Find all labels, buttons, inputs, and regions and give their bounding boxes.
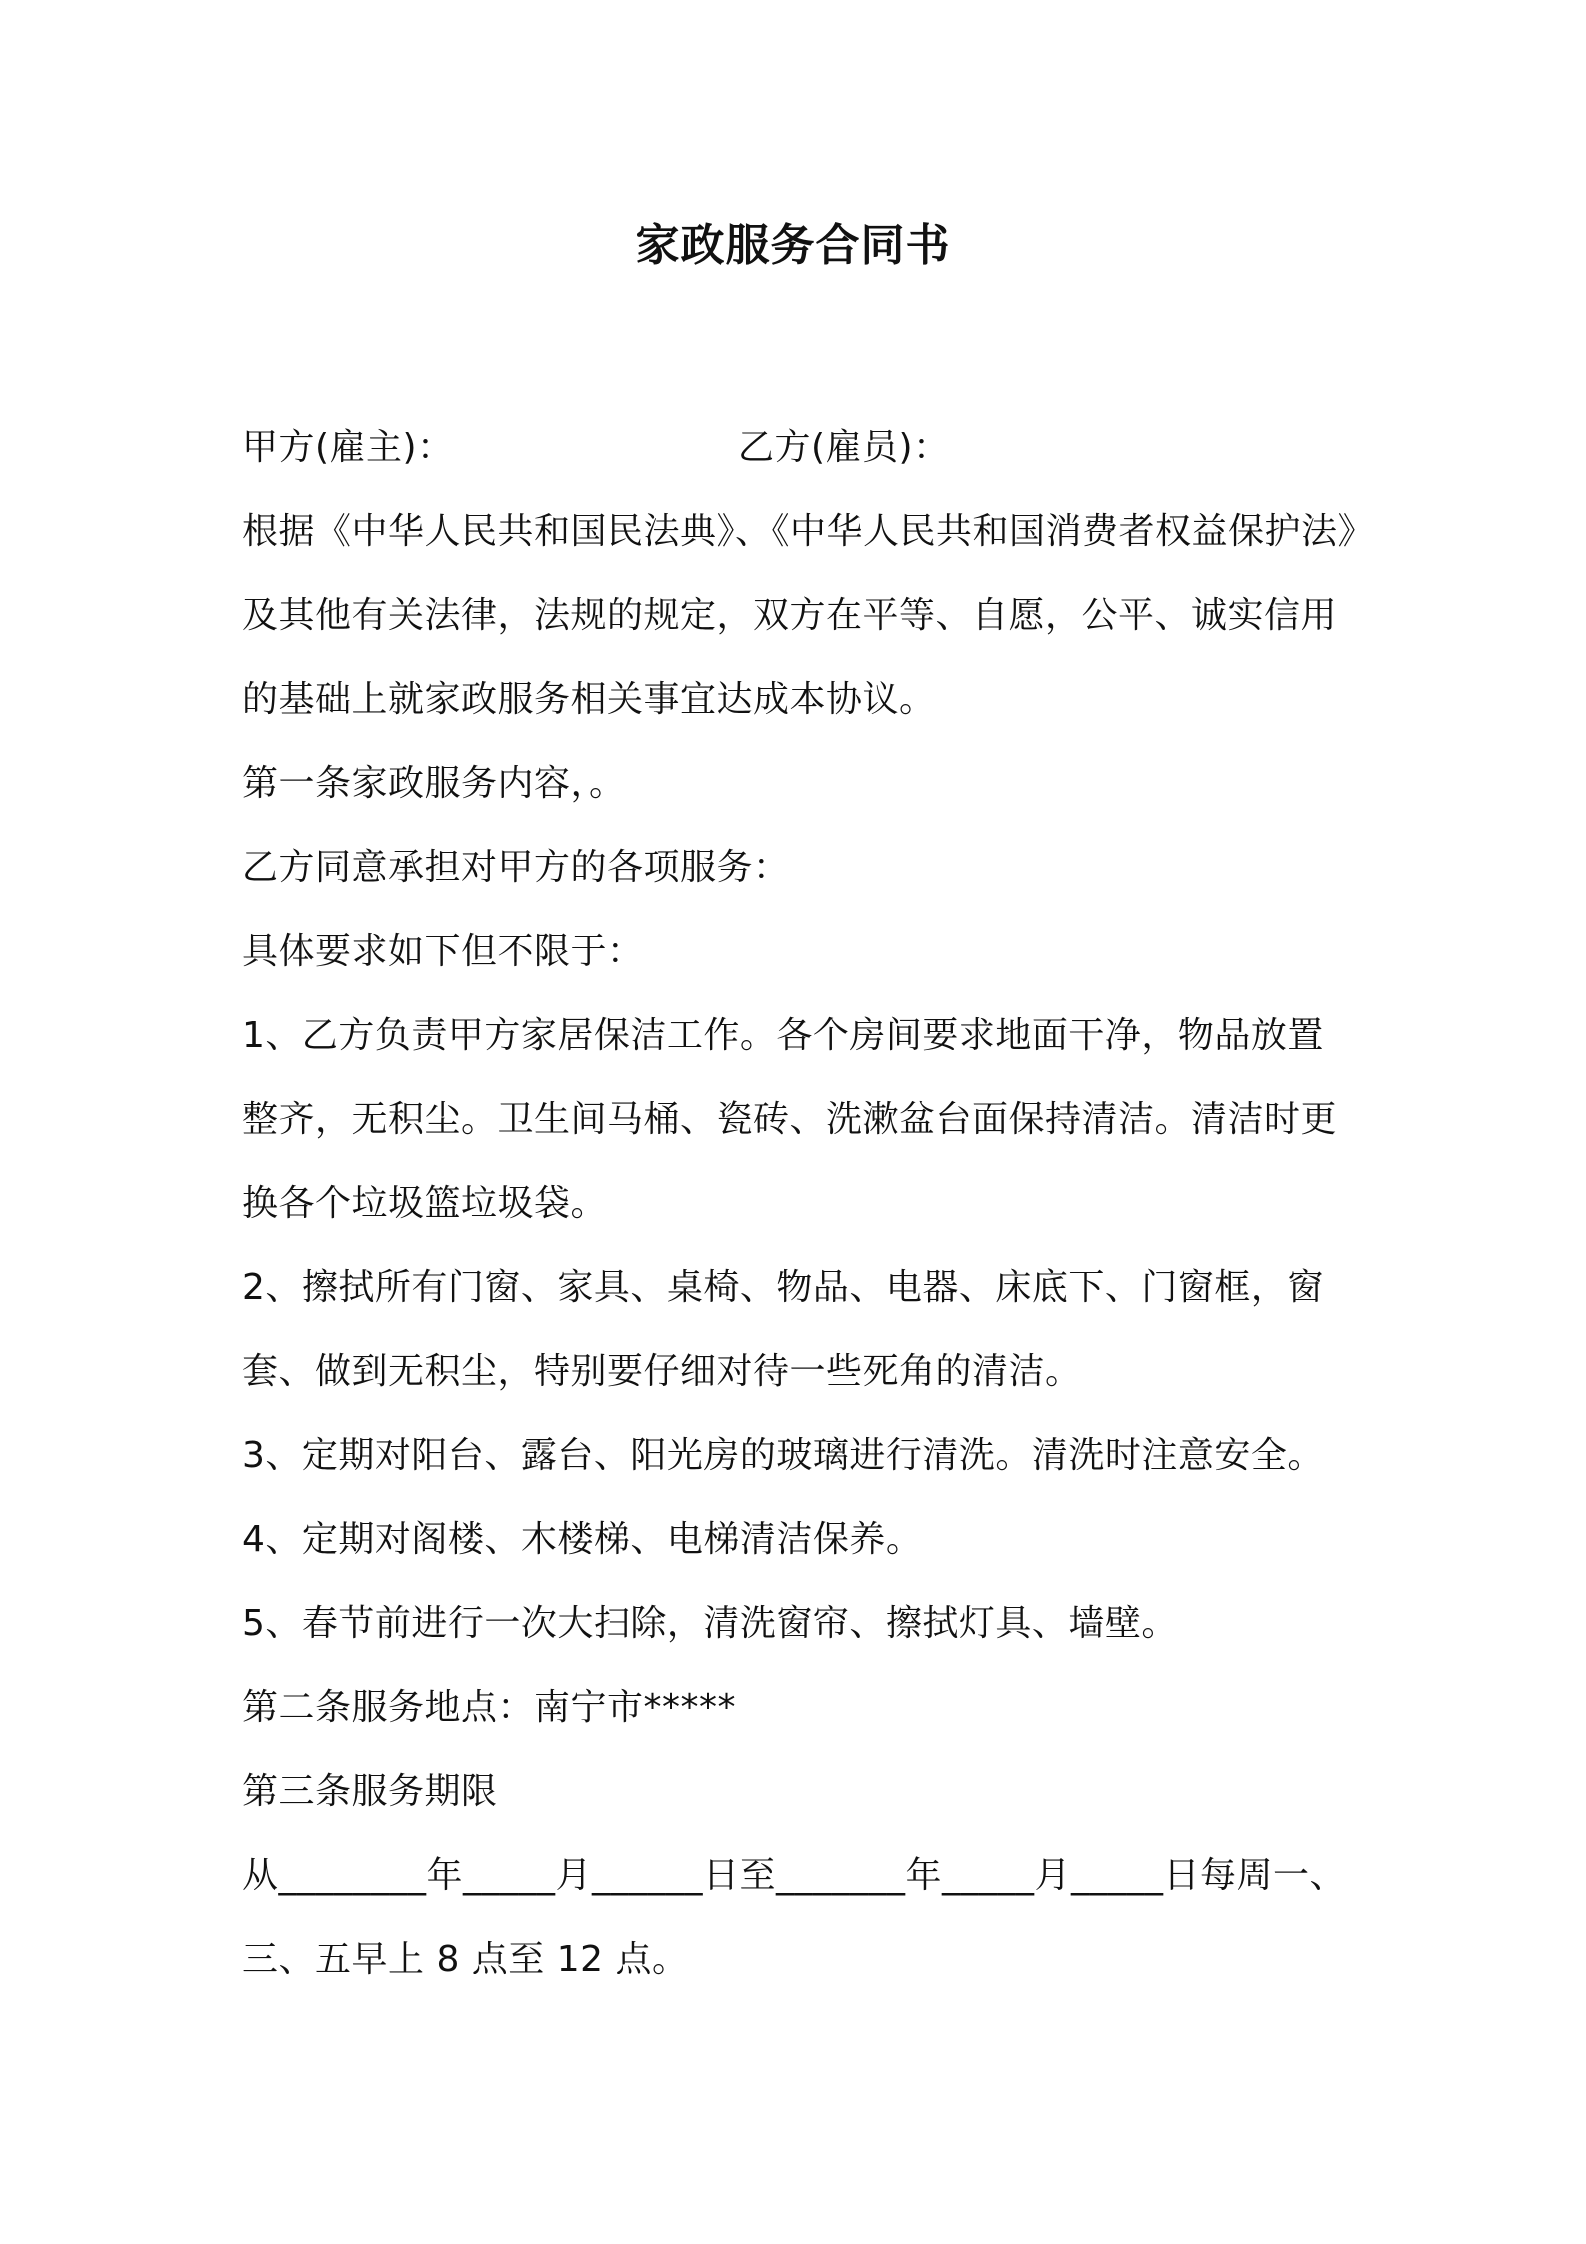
list-item-1: 1、乙方负责甲方家居保洁工作。各个房间要求地面干净，物品放置 (242, 1015, 1324, 1056)
article-3-heading: 第三条服务期限 (242, 1771, 498, 1812)
body-line: 根据《中华人民共和国民法典》、《中华人民共和国消费者权益保护法》 (242, 511, 1375, 552)
parties-line (242, 406, 1352, 490)
list-item-1-cont: 整齐，无积尘。卫生间马桶、瓷砖、洗漱盆台面保持清洁。清洁时更 (242, 1099, 1338, 1140)
article-1-heading: 第一条家政服务内容，。 (242, 763, 626, 804)
article-2-heading: 第二条服务地点：南宁市***** (242, 1687, 737, 1728)
body-line: 具体要求如下但不限于： (242, 931, 644, 972)
body-line: 及其他有关法律，法规的规定，双方在平等、自愿，公平、诚实信用 (242, 595, 1338, 636)
body-line: 的基础上就家政服务相关事宜达成本协议。 (242, 679, 936, 720)
service-period-line: 三、五早上 8 点至 12 点。 (242, 1939, 689, 1980)
list-item-1-cont: 换各个垃圾篮垃圾袋。 (242, 1183, 608, 1224)
body-line: 乙方同意承担对甲方的各项服务： (242, 847, 790, 888)
document-title: 家政服务合同书 (635, 220, 951, 271)
list-item-2: 2、擦拭所有门窗、家具、桌椅、物品、电器、床底下、门窗框，窗 (242, 1267, 1324, 1308)
list-item-3: 3、定期对阳台、露台、阳光房的玻璃进行清洗。清洗时注意安全。 (242, 1435, 1324, 1476)
party-a-label: 甲方(雇主)： (242, 427, 454, 468)
party-b-label: 乙方(雇员)： (738, 427, 950, 468)
service-period-line: 从________年_____月______日至_______年_____月_____日每周一、 (242, 1855, 1347, 1896)
list-item-5: 5、春节前进行一次大扫除，清洗窗帘、擦拭灯具、墙壁。 (242, 1603, 1178, 1644)
list-item-4: 4、定期对阁楼、木楼梯、电梯清洁保养。 (242, 1519, 923, 1560)
list-item-2-cont: 套、做到无积尘，特别要仔细对待一些死角的清洁。 (242, 1351, 1082, 1392)
document-body (242, 406, 1375, 2002)
